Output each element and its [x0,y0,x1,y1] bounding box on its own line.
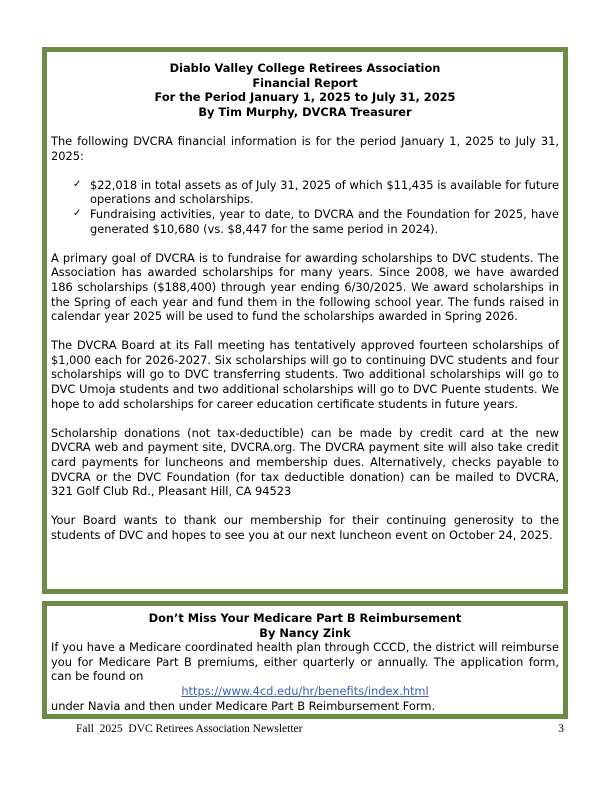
report-intro: The following DVCRA financial information is for the period January 1, 2025 to July 31, 2025: [51,133,559,163]
thank-you-paragraph: Your Board wants to thank our membership for their continuing generosity to the students of DVC and hopes to see you at our next luncheon event on October 24, 2025. [51,513,559,542]
medicare-body: If you have a Medicare coordinated health plan through CCCD, the district will reimburse you for Medicare Part B premiums, either quarterly or annually. The application form, can be found on [51,640,559,684]
check-mark-icon: ✓ [73,207,82,219]
list-item: ✓ Fundraising activities, year to date, to DVCRA and the Foundation for 2025, have generated $10,680 (vs. $8,447 for the same period in 2024). [73,206,559,236]
report-title: Diablo Valley College Retirees Association [169,61,441,75]
medicare-article-box [42,601,568,719]
check-mark-icon: ✓ [73,178,82,190]
scholarship-goal-paragraph: A primary goal of DVCRA is to fundraise for awarding scholarships to DVC students. The Association has awarded scholarships for many years. Since 2008, we have awarded 186 scholarships ($188,400) through year ending 6/30/2025. We award scholarships in the Spring of each year and fund them in the following school year. The funds raised in calendar year 2025 will be used to fund the scholarships awarded in Spring 2026. [51,250,559,324]
board-approval-paragraph: The DVCRA Board at its Fall meeting has tentatively approved fourteen scholarships of $1,000 each for 2026-2027. Six scholarships will go to continuing DVC students and four scholarships will go to DVC transferring students. Two additional scholarships will go to DVC Umoja students and two additional scholarships will go to DVC Puente students. We hope to add scholarships for career education certificate students in future years. [51,338,559,411]
newsletter-name: Fall 2025 DVC Retirees Association Newsletter [76,723,303,735]
medicare-byline: By Nancy Zink [259,625,351,640]
benefits-link[interactable]: https://www.4cd.edu/hr/benefits/index.html [181,683,429,698]
medicare-title: Don’t Miss Your Medicare Part B Reimbursement [148,611,462,625]
report-subtitle: Financial Report [252,75,358,90]
report-author: By Tim Murphy, DVCRA Treasurer [198,104,412,119]
financial-highlights-list [51,178,559,236]
list-item: ✓ $22,018 in total assets as of July 31, 2025 of which $11,435 is available for future operations and scholarships. [73,177,559,207]
medicare-after-link: under Navia and then under Medicare Part B Reimbursement Form. [51,698,436,713]
page-footer [76,723,564,735]
financial-report-box [42,47,568,594]
report-period: For the Period January 1, 2025 to July 31, 2025 [154,90,456,105]
donations-paragraph: Scholarship donations (not tax-deductible) can be made by credit card at the new DVCRA web and payment site, DVCRA.org. The DVCRA payment site will also take credit card payments for luncheons and membership dues. Alternatively, checks payable to DVCRA or the DVC Foundation (for tax deductible donation) can be mailed to DVCRA, 321 Golf Club Rd., Pleasant Hill, CA 94523 [51,425,559,499]
page-number: 3 [558,723,564,735]
